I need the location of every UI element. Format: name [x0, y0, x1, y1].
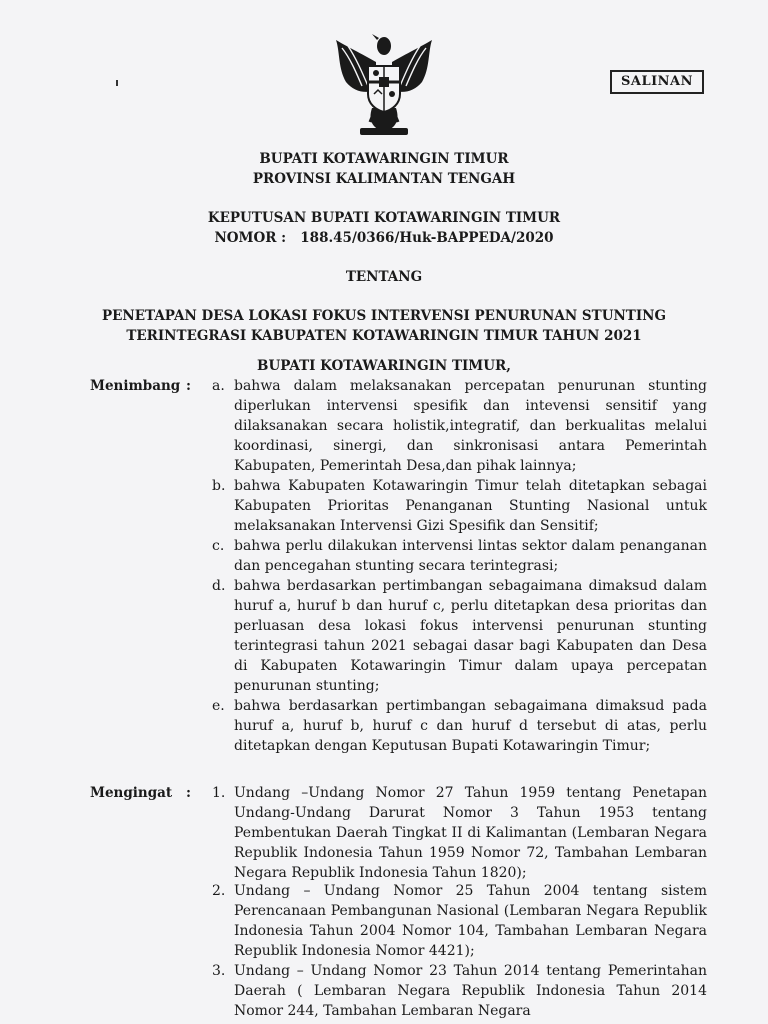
decree-number-value: 188.45/0366/Huk-BAPPEDA/2020 — [300, 230, 554, 246]
mengingat-item-2: 2. Undang – Undang Nomor 25 Tahun 2004 tentang sistem Perencanaan Pembangunan Nasional (Lembaran Negara Republik Indonesia Tahun 2004 Nomor 104, Tambahan Lembaran Negara Republik Indonesia Nomor 4421); — [212, 883, 707, 959]
mengingat-colon: : — [186, 785, 191, 801]
issuer-heading: BUPATI KOTAWARINGIN TIMUR, — [257, 358, 511, 374]
menimbang-item-e: e. bahwa berdasarkan pertimbangan sebagaimana dimaksud pada huruf a, huruf b, huruf c dan huruf d tersebut di atas, perlu ditetapkan dengan Keputusan Bupati Kotawaringin Timur; — [212, 698, 707, 754]
menimbang-item-d: d. bahwa berdasarkan pertimbangan sebagaimana dimaksud dalam huruf a, huruf b dan huruf c, perlu ditetapkan desa prioritas dan perluasan desa lokasi fokus intervensi penurunan stunting terintegrasi tahun 2021 sebagai dasar bagi Kabupaten dan Desa di Kabupaten Kotawaringin Timur dalam upaya percepatan penurunan stunting; — [212, 578, 707, 694]
menimbang-item-b: b. bahwa Kabupaten Kotawaringin Timur telah ditetapkan sebagai Kabupaten Prioritas Penanganan Stunting Nasional untuk melaksanakan Intervensi Gizi Spesifik dan Sensitif; — [212, 478, 707, 534]
decree-title: KEPUTUSAN BUPATI KOTAWARINGIN TIMUR — [207, 210, 561, 226]
decree-number — [0, 230, 768, 246]
copy-stamp: SALINAN — [610, 70, 704, 94]
subject-line-1: PENETAPAN DESA LOKASI FOKUS INTERVENSI PENURUNAN STUNTING — [101, 308, 667, 324]
header-line-2: PROVINSI KALIMANTAN TENGAH — [252, 171, 516, 187]
menimbang-item-a: a. bahwa dalam melaksanakan percepatan penurunan stunting diperlukan intervensi spesifik dan intevensi sensitif yang dilaksanakan secara holistik,integratif, dan berkualitas melalui koordinasi, sinergi, dan sinkronisasi antara Pemerintah Kabupaten, Pemerintah Desa,dan pihak lainnya; — [212, 378, 707, 474]
subject-line-2: TERINTEGRASI KABUPATEN KOTAWARINGIN TIMUR TAHUN 2021 — [126, 328, 642, 344]
about-heading: TENTANG — [345, 269, 423, 285]
garuda-emblem-icon — [332, 32, 436, 138]
menimbang-item-c: c. bahwa perlu dilakukan intervensi lintas sektor dalam penanganan dan pencegahan stunting secara terintegrasi; — [212, 538, 707, 574]
menimbang-label: Menimbang — [90, 378, 181, 394]
scan-mark — [116, 80, 118, 86]
mengingat-label: Mengingat — [90, 785, 173, 801]
menimbang-colon: : — [186, 378, 191, 394]
mengingat-item-3: 3. Undang – Undang Nomor 23 Tahun 2014 tentang Pemerintahan Daerah ( Lembaran Negara Republik Indonesia Tahun 2014 Nomor 244, Tambahan Lembaran Negara — [212, 963, 707, 1019]
decree-number-label: NOMOR : — [214, 230, 287, 246]
mengingat-item-1: 1. Undang –Undang Nomor 27 Tahun 1959 tentang Penetapan Undang-Undang Darurat Nomor 3 Tahun 1953 tentang Pembentukan Daerah Tingkat II di Kalimantan (Lembaran Negara Republik Indonesia Tahun 1959 Nomor 72, Tambahan Lembaran Negara Republik Indonesia Tahun 1820); — [212, 785, 707, 881]
header-line-1: BUPATI KOTAWARINGIN TIMUR — [259, 151, 509, 167]
